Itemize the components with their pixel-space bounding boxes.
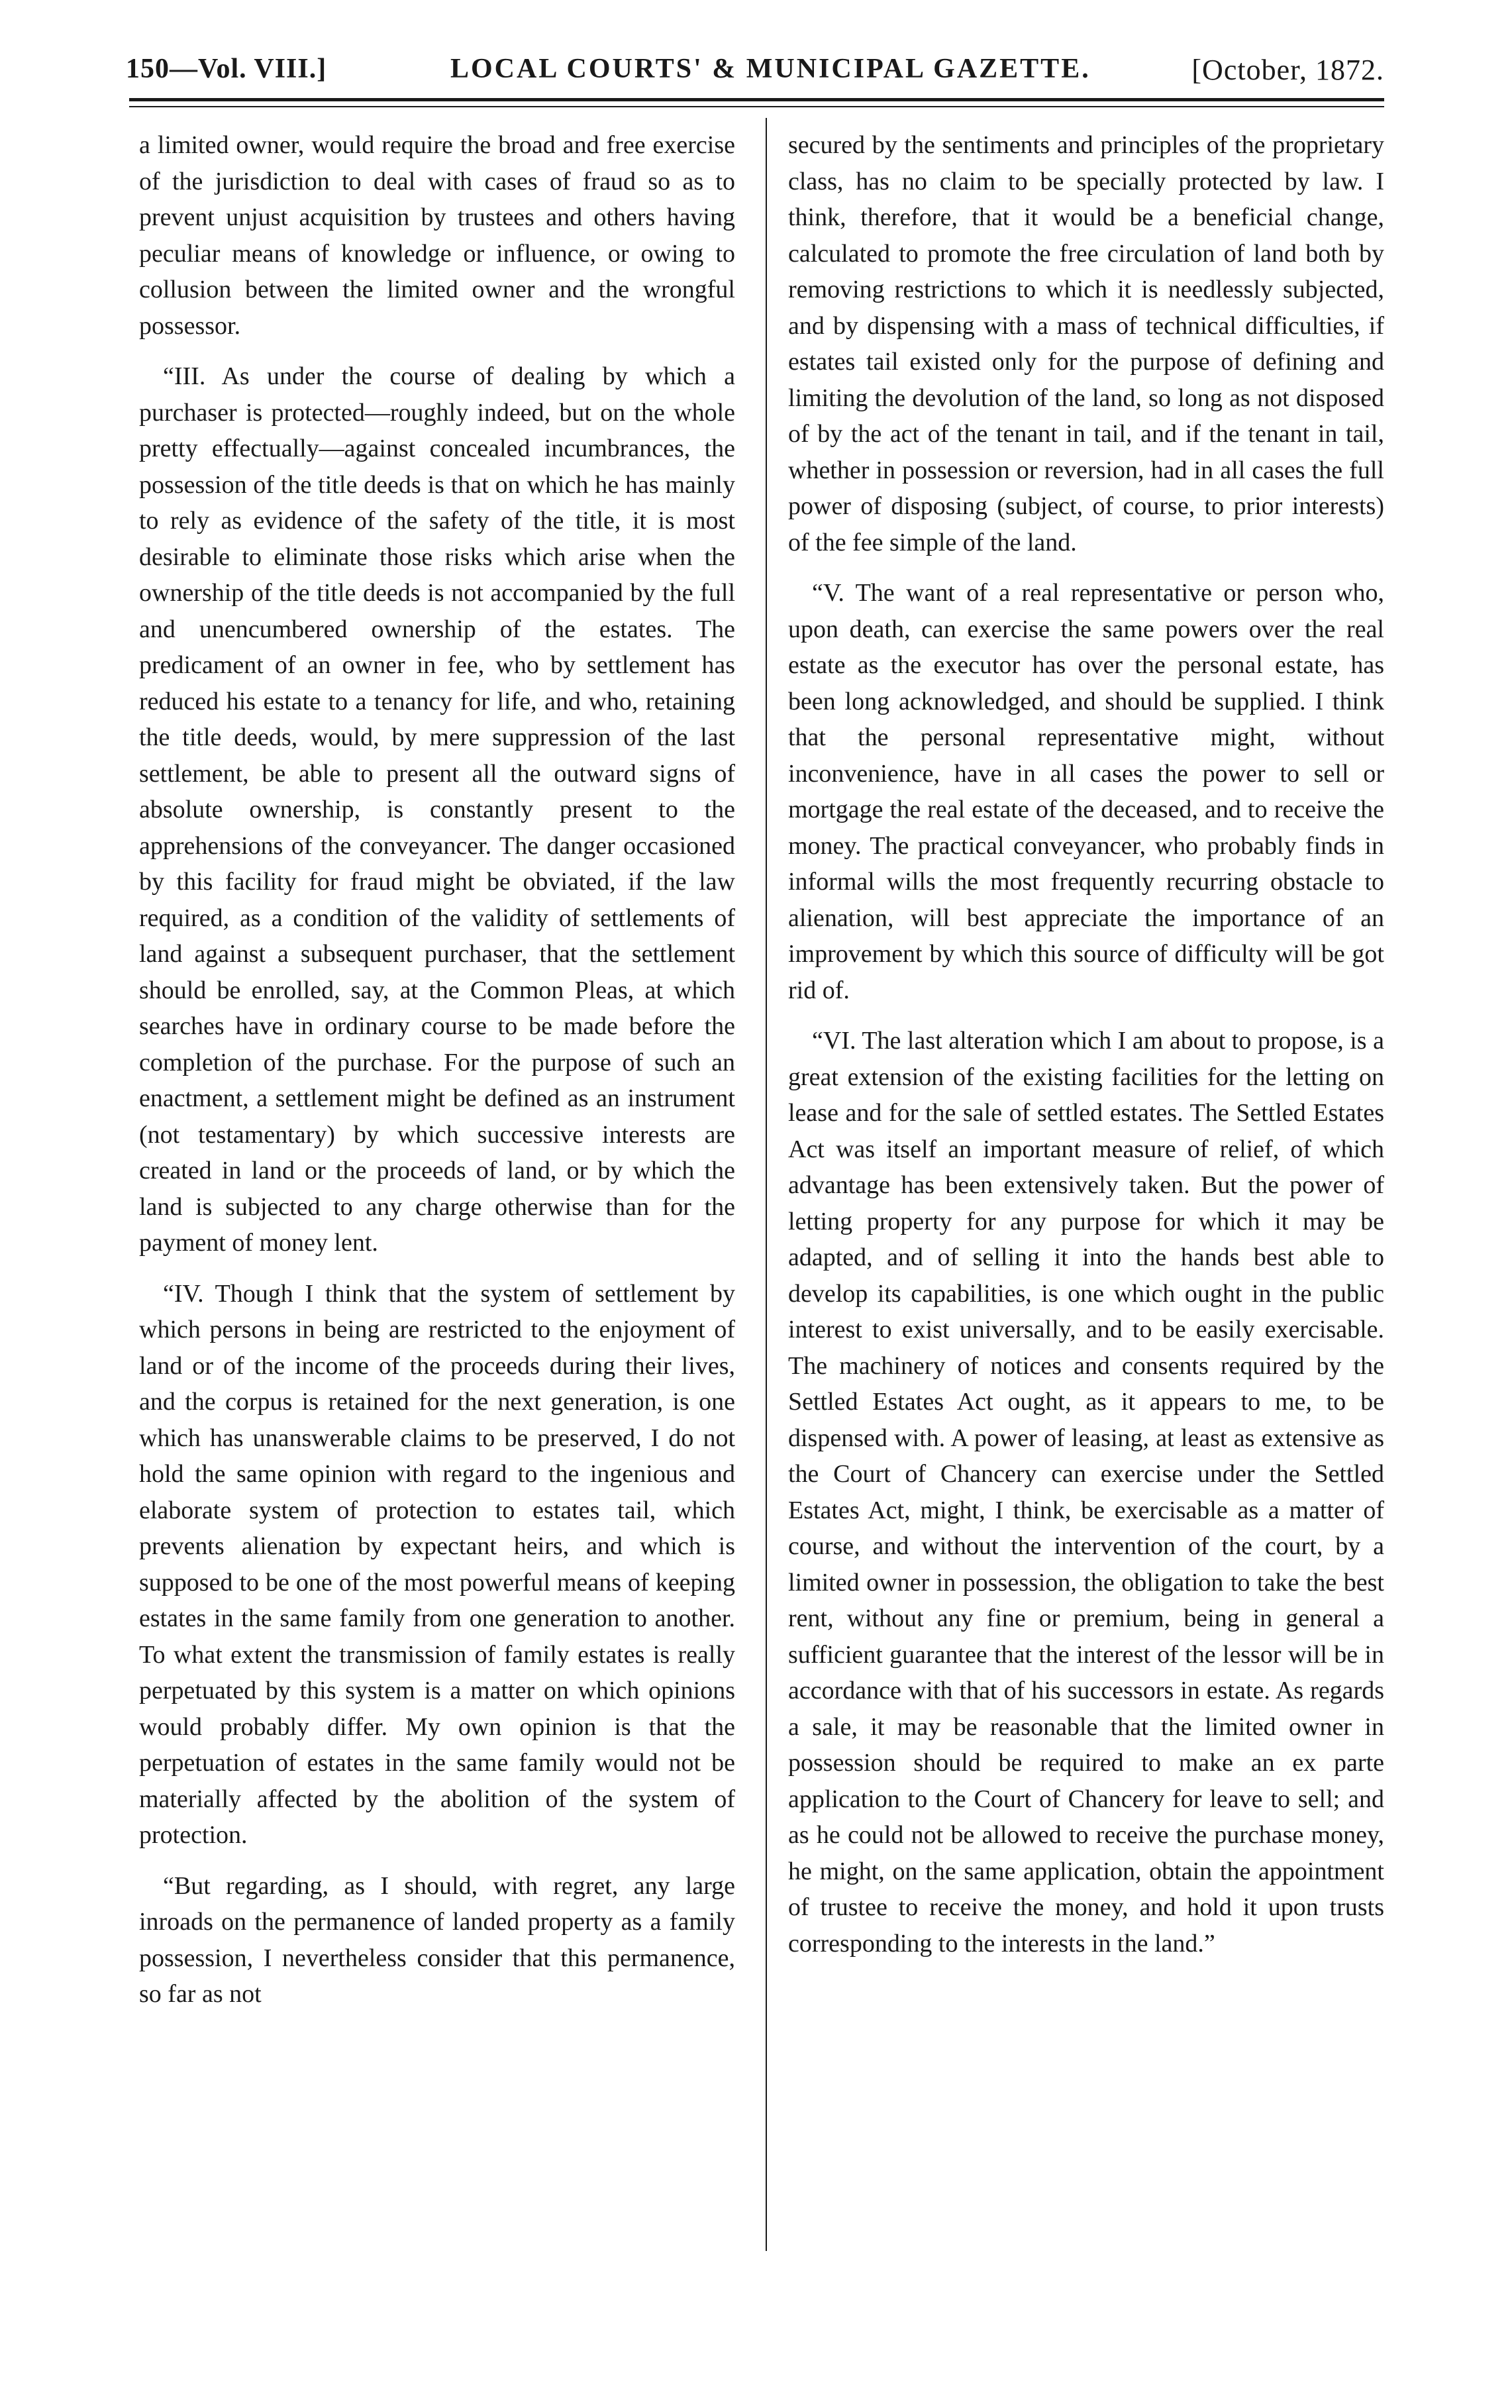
- paragraph: “IV. Though I think that the system of settlement by which persons in being are restricted to the enjoyment of land or of the income of the proceeds during their lives, and the corpus is retained for the next generation, is one which has unanswerable claims to be preserved, I do not hold the same opinion with regard to the ingenious and elaborate system of protection to estates tail, which prevents alienation by expectant heirs, and which is supposed to be one of the most powerful means of keeping estates in the same family from one generation to another. To what extent the transmission of family estates is really perpetuated by this system is a matter on which opinions would probably differ. My own opinion is that the perpetuation of estates in the same family would not be materially affected by the abolition of the system of protection.: [139, 1279, 735, 1849]
- left-column: [139, 127, 735, 2027]
- column-divider: [766, 118, 767, 2251]
- page-volume: 150—Vol. VIII.]: [126, 54, 327, 84]
- paragraph: “VI. The last alteration which I am about to propose, is a great extension of the existing facilities for the letting on lease and for the sale of settled estates. The Settled Estates Act was itself an important measure of relief, of which advantage has been extensively taken. But the power of letting property for any purpose for which it may be adapted, and of selling it into the hands best able to develop its capabilities, is one which ought in the public interest to exist universally, and to be easily exercisable. The machinery of notices and consents required by the Settled Estates Act ought, as it appears to me, to be dispensed with. A power of leasing, at least as extensive as the Court of Chancery can exercise under the Settled Estates Act, might, I think, be exercisable as a matter of course, and without the intervention of the court, by a limited owner in possession, the obligation to take the best rent, without any fine or premium, being in general a sufficient guarantee that the interest of the lessor will be in accordance with that of his successors in estate. As regards a sale, it may be reasonable that the limited owner in possession should be required to make an ex parte application to the Court of Chancery for leave to sell; and as he could not be allowed to receive the purchase money, he might, on the same application, obtain the appointment of trustee to receive the money, and hold it upon trusts corresponding to the interests in the land.”: [788, 1027, 1384, 1958]
- header-rule-thin: [129, 106, 1384, 107]
- paragraph: secured by the sentiments and principles of the proprietary class, has no claim to be specially protected by law. I think, therefore, that it would be a beneficial change, calculated to promote the free circulation of land both by removing restrictions to which it is needlessly subjected, and by dispensing with a mass of technical difficulties, if estates tail existed only for the purpose of defining and limiting the devolution of the land, so long as not disposed of by the act of the tenant in tail, and if the tenant in tail, whether in possession or reversion, had in all cases the full power of disposing (subject, of course, to prior interests) of the fee simple of the land.: [788, 131, 1384, 556]
- right-column: [788, 127, 1384, 1976]
- paragraph: “III. As under the course of dealing by which a purchaser is protected—roughly indeed, but on the whole pretty effectually—against concealed incumbrances, the possession of the title deeds is that on which he has mainly to rely as evidence of the safety of the title, it is most desirable to eliminate those risks which arise when the ownership of the title deeds is not accompanied by the full and unencumbered ownership of the estates. The predicament of an owner in fee, who by settlement has reduced his estate to a tenancy for life, and who, retaining the title deeds, would, by mere suppression of the last settlement, be able to present all the outward signs of absolute ownership, is constantly present to the apprehensions of the conveyancer. The danger occasioned by this facility for fraud might be obviated, if the law required, as a condition of the validity of settlements of land against a subsequent purchaser, that the settlement should be enrolled, say, at the Common Pleas, at which searches have in ordinary course to be made before the completion of the purchase. For the purpose of such an enactment, a settlement might be defined as an instrument (not testamentary) by which successive interests are created in land or the proceeds of land, or by which the land is subjected to any charge otherwise than for the payment of money lent.: [139, 362, 735, 1257]
- paragraph: “V. The want of a real representative or person who, upon death, can exercise the same powers over the real estate as the executor has over the personal estate, has been long acknowledged, and should be supplied. I think that the personal representative might, without inconvenience, have in all cases the power to sell or mortgage the real estate of the deceased, and to receive the money. The practical conveyancer, who probably finds in informal wills the most frequently recurring obstacle to alienation, will best appreciate the importance of an improvement by which this source of difficulty will be got rid of.: [788, 579, 1384, 1004]
- publication-title: LOCAL COURTS' & MUNICIPAL GAZETTE.: [450, 54, 1091, 84]
- running-header: [126, 41, 1384, 87]
- header-rule-thick: [129, 98, 1384, 101]
- paragraph: a limited owner, would require the broad and free exercise of the jurisdiction to deal with cases of fraud so as to prevent unjust acquisition by trustees and others having peculiar means of knowledge or influence, or owing to collusion between the limited owner and the wrongful possessor.: [139, 131, 735, 340]
- paragraph: “But regarding, as I should, with regret, any large inroads on the permanence of landed property as a family possession, I nevertheless consider that this permanence, so far as not: [139, 1871, 735, 2008]
- issue-date: [October, 1872.: [1191, 54, 1384, 86]
